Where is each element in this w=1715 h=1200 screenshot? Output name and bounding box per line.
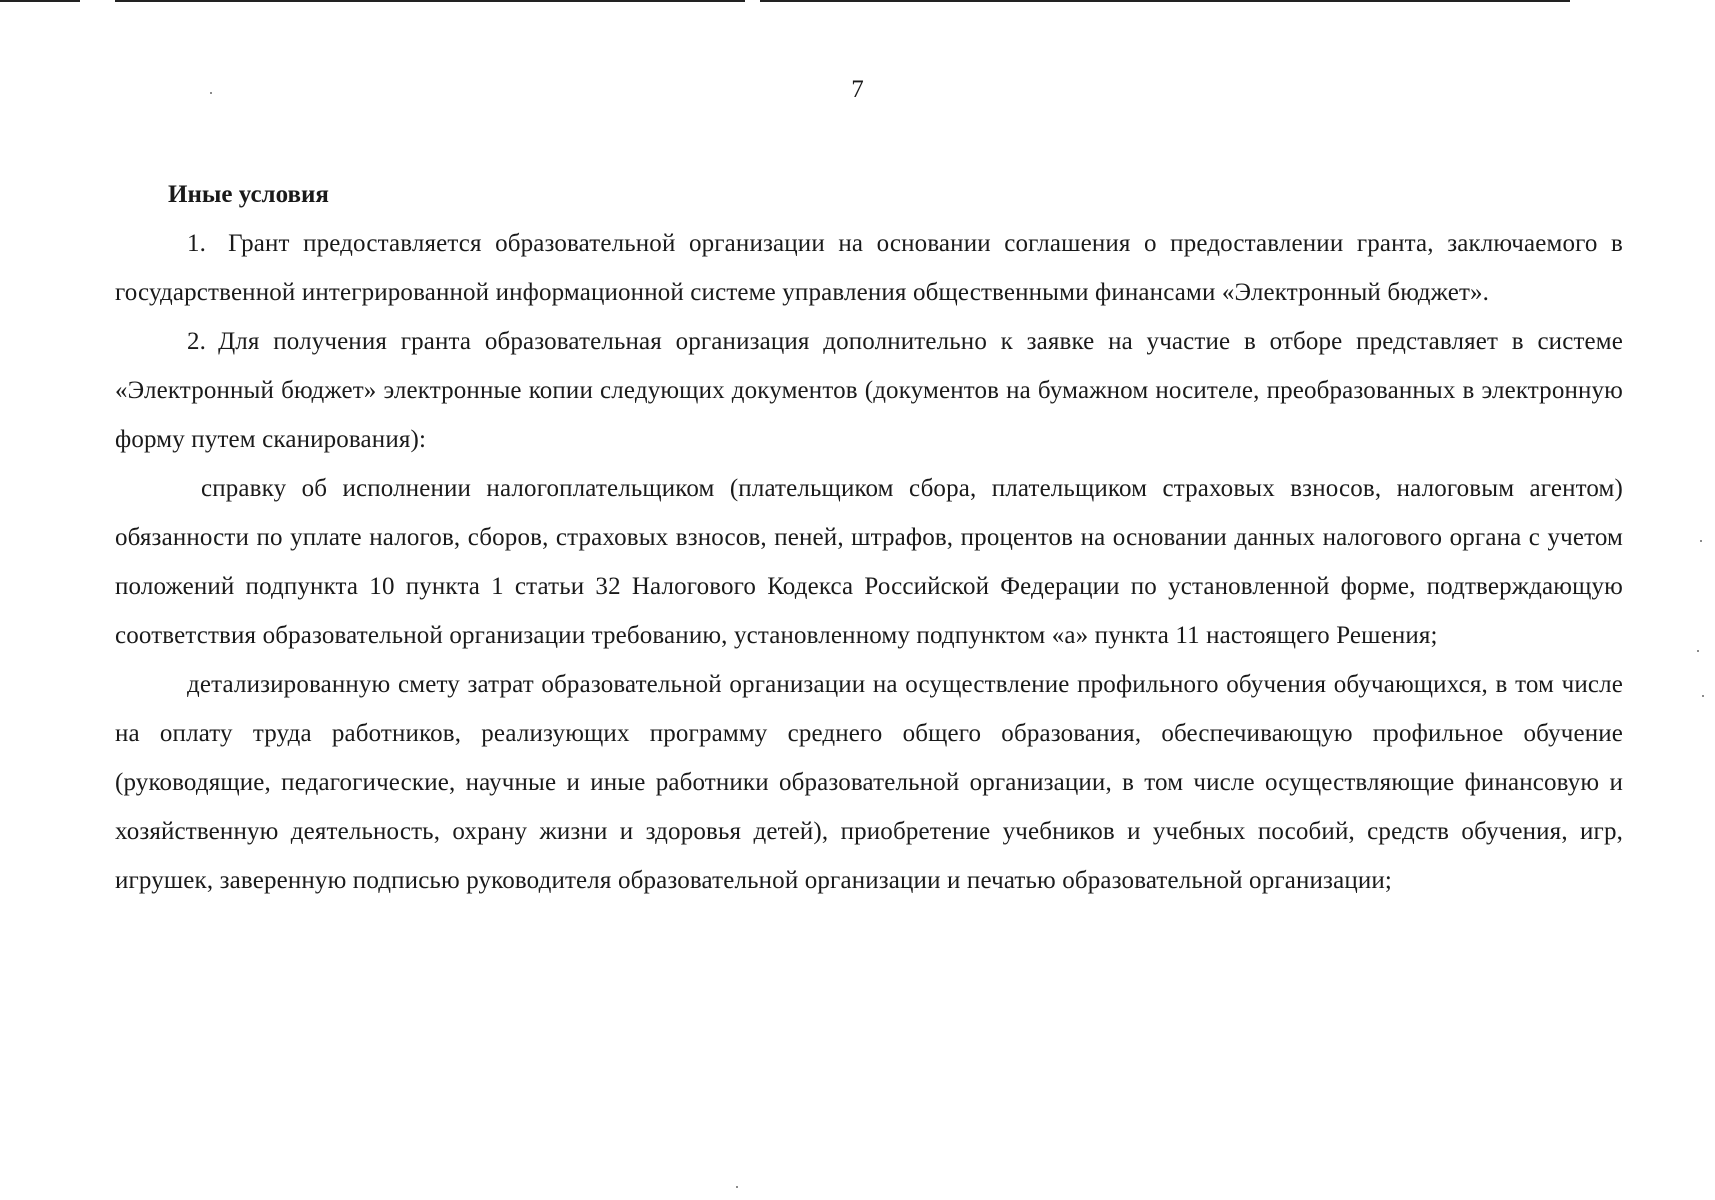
numbered-item (115, 219, 1623, 317)
item-text: Грант предоставляется образовательной организации на основании соглашения о предоставлении гранта, заключаемого в государственной интегрированной информационной системе управления общественными финансами «Электронный бюджет». (115, 230, 1623, 306)
scan-edge-line (760, 0, 1570, 2)
item-number: 2. (187, 328, 207, 355)
scan-edge-line (0, 0, 80, 2)
document-body (115, 170, 1623, 905)
scan-speck (1700, 540, 1702, 542)
item-text: Для получения гранта образовательная организация дополнительно к заявке на участие в отборе представляет в системе «Электронный бюджет» электронные копии следующих документов (документов на бумажном носителе, преобразованных в электронную форму путем сканирования): (115, 328, 1623, 453)
scan-speck (1697, 650, 1699, 652)
section-heading: Иные условия (168, 181, 329, 208)
numbered-item (115, 317, 1623, 464)
scan-speck (1702, 695, 1704, 697)
scan-speck (210, 92, 212, 94)
scan-speck (736, 1186, 738, 1188)
item-number: 1. (187, 230, 207, 257)
scan-edge-line (115, 0, 745, 2)
document-paragraph: справку об исполнении налогоплательщиком (плательщиком сбора, плательщиком страховых взносов, налоговым агентом) обязанности по уплате налогов, сборов, страховых взносов, пеней, штрафов, процентов на основании данных налогового органа с учетом положений подпункта 10 пункта 1 статьи 32 Налогового Кодекса Российской Федерации по установленной форме, подтверждающую соответствия образовательной организации требованию, установленному подпунктом «а» пункта 11 настоящего Решения; (115, 475, 1623, 649)
document-paragraph: детализированную смету затрат образовательной организации на осуществление профильного обучения обучающихся, в том числе на оплату труда работников, реализующих программу среднего общего образования, обеспечивающую профильное обучение (руководящие, педагогические, научные и иные работники образовательной организации, в том числе осуществляющие финансовую и хозяйственную деятельность, охрану жизни и здоровья детей), приобретение учебников и учебных пособий, средств обучения, игр, игрушек, заверенную подписью руководителя образовательной организации и печатью образовательной организации; (115, 671, 1623, 894)
page-number: 7 (851, 76, 864, 103)
